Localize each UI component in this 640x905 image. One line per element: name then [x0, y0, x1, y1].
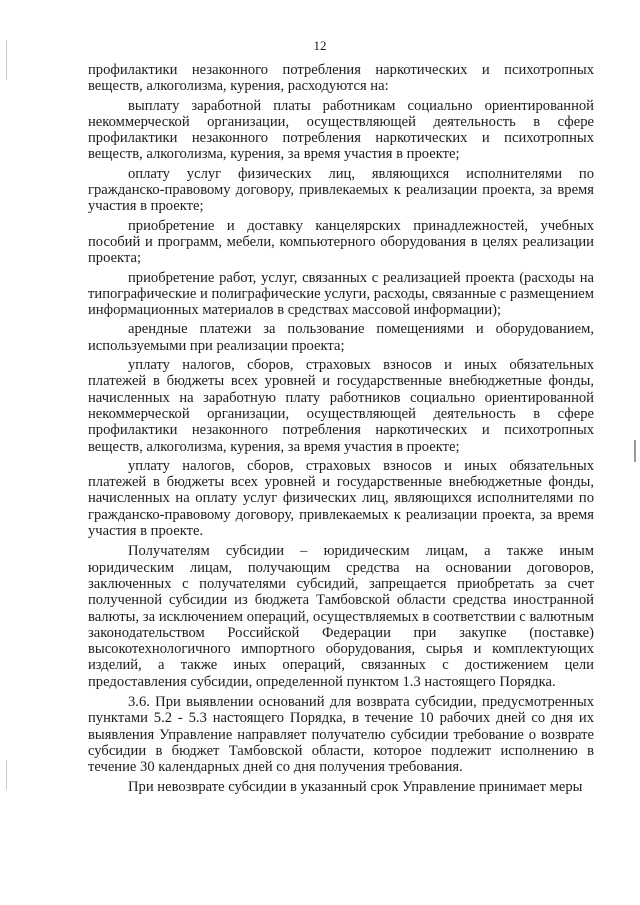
paragraph-salary: выплату заработной платы работникам социально ориентированной некоммерческой организации, осуществляющей деятельность в сфере профилактики незаконного потребления наркотических и психотропных веществ, алкоголизма, курения, за время участия в проекте;	[88, 97, 594, 163]
paragraph-non-return: При невозврате субсидии в указанный срок Управление принимает меры	[128, 779, 583, 796]
scan-edge-mark-bottom	[6, 760, 7, 790]
page-number: 12	[313, 38, 327, 53]
document-body	[88, 62, 594, 799]
paragraph-supplies: приобретение и доставку канцелярских принадлежностей, учебных пособий и программ, мебели, компьютерного оборудования в целях реализации проекта;	[88, 217, 594, 267]
paragraph-contractors: оплату услуг физических лиц, являющихся исполнителями по гражданско-правовому договору, привлекаемых к реализации проекта, за время участия в проекте;	[88, 165, 594, 215]
paragraph-currency-restriction: Получателям субсидии – юридическим лицам, а также иным юридическим лицам, получающим средства на основании договоров, заключенных с получателями субсидий, запрещается приобретать за счет полученной субсидии из бюджета Тамбовской области средства иностранной валюты, за исключением операций, осуществляемых в соответствии с валютным законодательством Российской Федерации при закупке (поставке) высокотехнологичного импортного оборудования, сырья и комплектующих изделий, а также иных операций, связанных с достижением цели предоставления субсидии, определенной пунктом 1.3 настоящего Порядка.	[88, 543, 594, 690]
paragraph-services: приобретение работ, услуг, связанных с реализацией проекта (расходы на типографические и полиграфические услуги, расходы, связанные с размещением информационных материалов в средствах массовой информации);	[88, 269, 594, 319]
paragraph-taxes-contractors: уплату налогов, сборов, страховых взносов и иных обязательных платежей в бюджеты всех уровней и государственные внебюджетные фонды, начисленных на оплату услуг физических лиц, являющихся исполнителями по гражданско-правовому договору, привлекаемых к реализации проекта, за время участия в проекте.	[88, 457, 594, 540]
paragraph-section-3-6: 3.6. При выявлении оснований для возврата субсидии, предусмотренных пунктами 5.2 - 5.3 настоящего Порядка, в течение 10 рабочих дней со дня их выявления Управление направляет получателю субсидии требование о возврате субсидии в бюджет Тамбовской области, которое подлежит исполнению в течение 30 календарных дней со дня получения требования.	[88, 693, 594, 776]
paragraph-continuation: профилактики незаконного потребления наркотических и психотропных веществ, алкоголизма, курения, расходуются на:	[88, 62, 594, 95]
paragraph-rent: арендные платежи за пользование помещениями и оборудованием, используемыми при реализации проекта;	[88, 321, 594, 354]
paragraph-taxes-salary: уплату налогов, сборов, страховых взносов и иных обязательных платежей в бюджеты всех уровней и государственные внебюджетные фонды, начисленных на заработную плату работников социально ориентированной некоммерческой организации, осуществляющей деятельность в сфере профилактики незаконного потребления наркотических и психотропных веществ, алкоголизма, курения, за время участия в проекте;	[88, 357, 594, 455]
scan-edge-mark-right	[634, 440, 636, 462]
